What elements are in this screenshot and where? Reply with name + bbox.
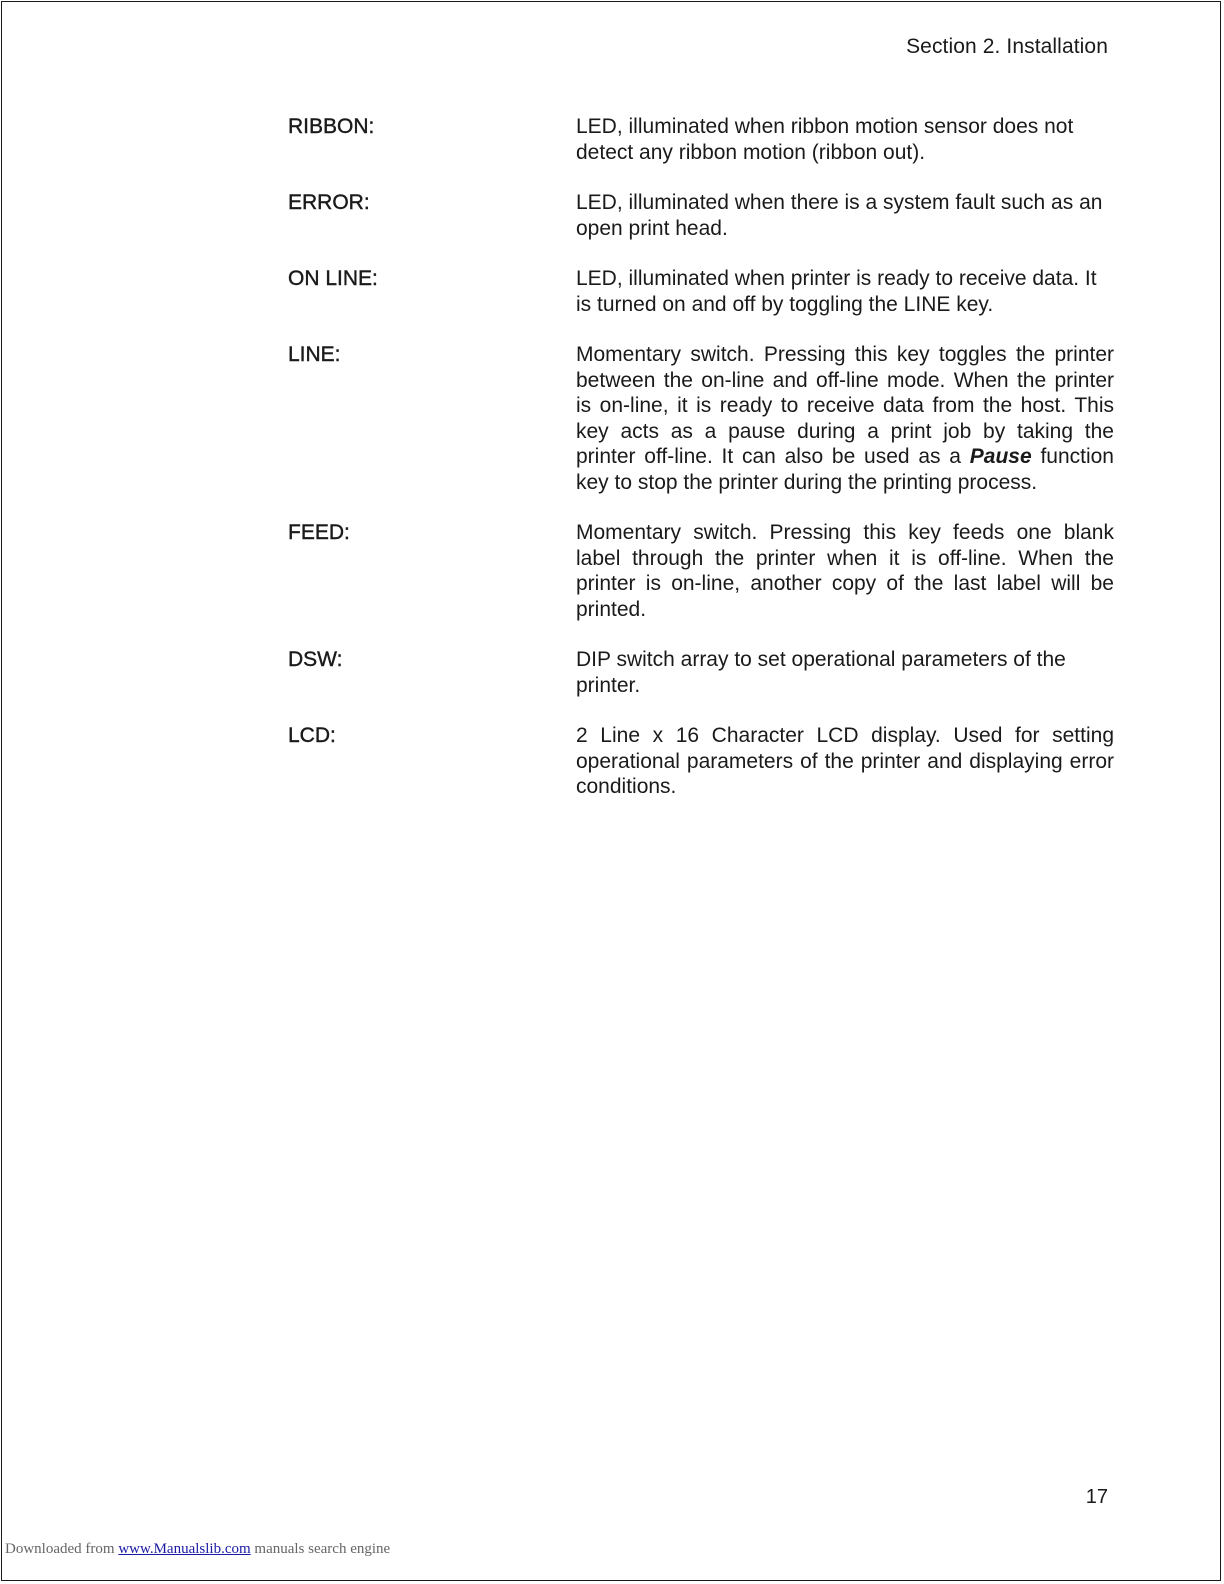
- description-line: [576, 342, 1114, 495]
- description-error: LED, illuminated when there is a system fault such as an open print head.: [576, 191, 1103, 240]
- footer-prefix: Downloaded from: [5, 1541, 115, 1557]
- entry-ribbon: [288, 114, 1114, 165]
- entry-lcd: [288, 723, 1114, 800]
- description-lcd: 2 Line x 16 Character LCD display. Used for setting operational parameters of the printer and displaying error conditions.: [576, 724, 1114, 798]
- term-feed: FEED:: [288, 521, 350, 544]
- footer-suffix: manuals search engine: [254, 1541, 391, 1557]
- entry-on-line: [288, 266, 1114, 317]
- definition-list: [288, 114, 1114, 825]
- manual-page: [1, 1, 1221, 1581]
- term-dsw: DSW:: [288, 648, 343, 671]
- description-line-text-after: function key to stop the printer during the printing process.: [576, 445, 1114, 494]
- term-line: LINE:: [288, 343, 341, 366]
- term-lcd: LCD:: [288, 724, 336, 747]
- description-ribbon: LED, illuminated when ribbon motion sensor does not detect any ribbon motion (ribbon out).: [576, 115, 1074, 164]
- description-line-text-before: Momentary switch. Pressing this key toggles the printer between the on-line and off-line mode. When the printer is on-line, it is ready to receive data from the host. This key acts as a pause during a print job by taking the printer off-line. It can also be used as a: [576, 343, 1114, 468]
- page-number: 17: [1085, 1486, 1108, 1508]
- section-header: Section 2. Installation: [906, 35, 1108, 58]
- description-on-line: LED, illuminated when printer is ready to receive data. It is turned on and off by toggling the LINE key.: [576, 267, 1097, 316]
- term-error: ERROR:: [288, 191, 370, 214]
- description-line-emphasis: Pause: [969, 445, 1032, 468]
- term-on-line: ON LINE:: [288, 267, 378, 290]
- entry-line: [288, 342, 1114, 495]
- entry-feed: [288, 520, 1114, 622]
- description-dsw: DIP switch array to set operational parameters of the printer.: [576, 648, 1066, 697]
- term-ribbon: RIBBON:: [288, 115, 375, 138]
- entry-dsw: [288, 647, 1114, 698]
- description-feed: Momentary switch. Pressing this key feeds one blank label through the printer when it is off-line. When the printer is on-line, another copy of the last label will be printed.: [576, 521, 1114, 621]
- manualslib-link[interactable]: www.Manualslib.com: [118, 1541, 251, 1557]
- entry-error: [288, 190, 1114, 241]
- download-footer: [5, 1541, 390, 1558]
